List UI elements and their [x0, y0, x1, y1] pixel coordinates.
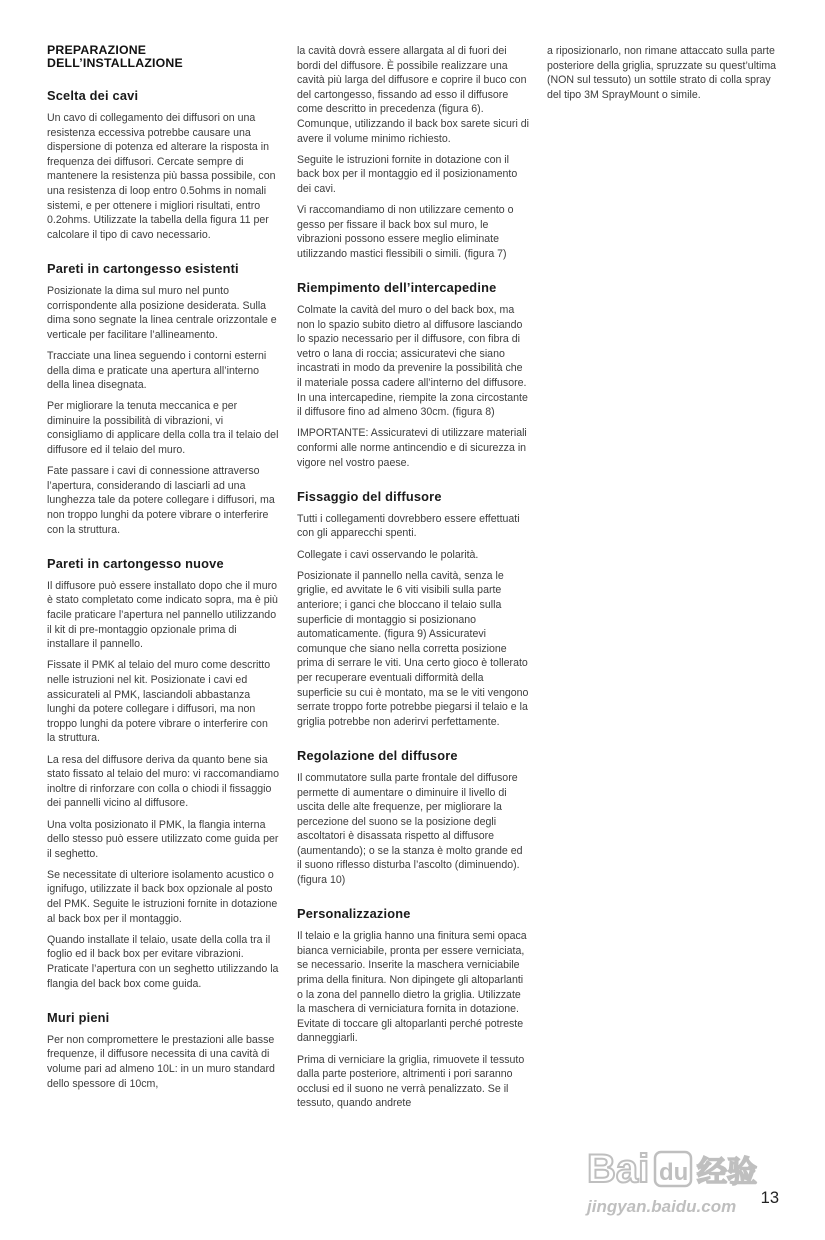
paragraph: Collegate i cavi osservando le polarità.: [297, 548, 479, 561]
section-title: Pareti in cartongesso nuove: [47, 555, 224, 571]
paragraph: Quando installate il telaio, usate della colla tra il foglio ed il back box per evitare vibrazioni. Praticate l’apertura con un seghetto utilizzando la flangia del back box come guida.: [47, 933, 279, 990]
paragraph: Il telaio e la griglia hanno una finitura semi opaca bianca verniciabile, pronta per essere verniciata, se necessario. Inserite la maschera verniciabile prima della finitura. Non dipingete gli altoparlanti o la zona del pannello dietro la griglia. Utilizzate la maschera di verniciatura fornita in dotazione. Evitate di toccare gli altoparlanti perché potreste danneggiarli.: [297, 930, 527, 1045]
section-regolazione: [297, 748, 529, 888]
paragraph: Il commutatore sulla parte frontale del diffusore permette di aumentare o diminuire il livello di uscita delle alte frequenze, per migliorare la percezione del suono se la posizione degli ascoltatori è disassata rispetto al diffusore (aumentando); o se la stanza è molto grande ed il suono riflesso disturba l’ascolto (diminuendo). (figura 10): [297, 771, 523, 887]
baidu-watermark-logo-icon: [585, 1138, 765, 1220]
paragraph: la cavità dovrà essere allargata al di fuori dei bordi del diffusore. È possibile realizzare una cavità più larga del diffusore e coprire il buco con del cartongesso, fissando ad esso il diffusore come descritto in precedenza (figura 6). Comunque, utilizzando il back box sarete sicuri di avere il volume minimo richiesto.: [297, 45, 530, 145]
paragraph: Seguite le istruzioni fornite in dotazione con il back box per il montaggio ed il posizionamento dei cavi.: [297, 153, 518, 195]
paragraph: Fissate il PMK al telaio del muro come descritto nelle istruzioni nel kit. Posizionate i cavi ed assicurateli al PMK, lasciandoli abbastanza lunghi da potere collegare i diffusori, ma non troppo lunghi da potere vibrare o interferire con la struttura.: [47, 659, 271, 745]
section-title: Riempimento dell’intercapedine: [297, 280, 497, 296]
section-pareti-esistenti: [47, 261, 279, 537]
section-personalizzazione: [297, 906, 529, 1111]
section-riempimento: [297, 280, 529, 470]
paragraph: IMPORTANTE: Assicuratevi di utilizzare materiali conformi alle norme antincendio e di sicurezza in vigore nel vostro paese.: [297, 427, 527, 469]
paragraph: Tutti i collegamenti dovrebbero essere effettuati con gli apparecchi spenti.: [297, 512, 520, 540]
paragraph: Per non compromettere le prestazioni alle basse frequenze, il diffusore necessita di una cavità di volume pari ad almeno 10L: in un muro standard dello spessore di 10cm,: [47, 1033, 275, 1090]
paragraph: Posizionate il pannello nella cavità, senza le griglie, ed avvitate le 6 viti visibili sulla parte anteriore; i ganci che bloccano il telaio sulla superficie di montaggio si posizionano automaticamente. (figura 9) Assicuratevi comunque che siano nella corretta posizione prima di serrare le viti. Una certo gioco è tollerato per recuperare eventuali difformità della superficie su cui è montato, ma se le viti vengono serrate troppo forte potrebbe piegarsi il telaio e la griglia potrebbe non aderirvi perfettamente.: [297, 569, 529, 728]
paragraph: Fate passare i cavi di connessione attraverso l’apertura, considerando di lasciarli ad una lunghezza tale da potere collegare i diffusori, ma non troppo lunghi da potere vibrare o interferire con la struttura.: [47, 465, 275, 536]
svg-text:du: du: [659, 1159, 689, 1186]
paragraph: Posizionate la dima sul muro nel punto corrispondente alla posizione desiderata. Sulla dima sono segnate la linea centrale orizzontale e verticale per facilitare l’allineamento.: [47, 284, 277, 341]
section-personalizzazione-continued: [547, 44, 779, 102]
paragraph: Il diffusore può essere installato dopo che il muro è stato completato come indicato sopra, ma è più facile praticare l’apertura nel pannello utilizzando il kit di pre-montaggio opzionale prima di installare il pannello.: [47, 579, 278, 651]
baidu-jingyan-watermark: [585, 1138, 765, 1220]
svg-text:经验: 经验: [697, 1156, 757, 1189]
main-title-line-2: DELL’INSTALLAZIONE: [47, 56, 183, 70]
paragraph: La resa del diffusore deriva da quanto bene sia stato fissato al telaio del muro: vi raccomandiamo inoltre di rinforzare con colla o chiodi il fissaggio dei pannelli vicino al diffusore.: [47, 753, 279, 810]
column-left: [47, 44, 279, 1098]
paragraph: Se necessitate di ulteriore isolamento acustico o ignifugo, utilizzate il back box opzionale al posto del PMK. Seguite le istruzioni fornite in dotazione al back box per il montaggio.: [47, 868, 278, 925]
section-pareti-nuove: [47, 556, 279, 991]
page-number: 13: [760, 1189, 779, 1207]
paragraph: Tracciate una linea seguendo i contorni esterni della dima e praticate una apertura all’interno della linea disegnata.: [47, 349, 267, 392]
section-muri-pieni-continued: [297, 44, 529, 262]
section-fissaggio: [297, 489, 529, 730]
section-muri-pieni: [47, 1010, 279, 1091]
paragraph: Un cavo di collegamento dei diffusori on una resistenza eccessiva potrebbe causare una dispersione di potenza ed alterare la risposta in frequenza dei diffusori. Cercate sempre di mantenere la resistenza più bassa possibile, con una resistenza di loop entro 0.5ohms in nomali sistemi, e per ottenere i migliori risultati, entro 0.2ohms. Utilizzate la tabella della figura 11 per calcolare il tipo di cavo necessario.: [47, 112, 276, 241]
section-title: Muri pieni: [47, 1009, 110, 1025]
section-title: Fissaggio del diffusore: [297, 488, 442, 504]
section-title: Pareti in cartongesso esistenti: [47, 260, 239, 276]
paragraph: Prima di verniciare la griglia, rimuovete il tessuto dalla parte posteriore, altrimenti i pori saranno occlusi ed il suono ne verrà penalizzato. Se il tessuto, quando andrete: [297, 1053, 525, 1110]
main-title-line-1: PREPARAZIONE: [47, 43, 147, 57]
section-title: Scelta dei cavi: [47, 88, 139, 103]
column-middle: [297, 44, 529, 1118]
paragraph: Per migliorare la tenuta meccanica e per diminuire la possibilità di vibrazioni, vi consigliamo di applicare della colla tra il telaio del diffusore ed il telaio del muro.: [47, 400, 279, 457]
section-title: Personalizzazione: [297, 906, 411, 922]
paragraph: a riposizionarlo, non rimane attaccato sulla parte posteriore della griglia, spruzzate su quest’ultima (NON sul tessuto) un sottile strato di colla spray del tipo 3M SprayMount o simile.: [547, 45, 777, 101]
watermark-url: jingyan.baidu.com: [587, 1197, 737, 1216]
svg-text:Bai: Bai: [587, 1147, 650, 1191]
paragraph: Vi raccomandiamo di non utilizzare cemento o gesso per fissare il back box sul muro, le vibrazioni possono essere meglio eliminate utilizzando mastici flessibili o simili. (figura 7): [297, 204, 514, 260]
section-scelta-dei-cavi: [47, 88, 279, 242]
page-main-title: [47, 44, 279, 70]
paragraph: Colmate la cavità del muro o del back box, ma non lo spazio subito dietro al diffusore lasciando lo spazio necessario per il diffusore, con fibra di vetro o lana di roccia; assicuratevi che siano incastrati in modo da prevenire la possibilità che il materiale possa cadere all’interno del diffusore. In una intercapedine, riempite la zona circostante il diffusore fino ad almeno 30cm. (figura 8): [297, 304, 528, 419]
section-title: Regolazione del diffusore: [297, 747, 458, 763]
column-right: [547, 44, 779, 109]
paragraph: Una volta posizionato il PMK, la flangia interna dello stesso può essere utilizzato come guida per il seghetto.: [47, 818, 279, 860]
